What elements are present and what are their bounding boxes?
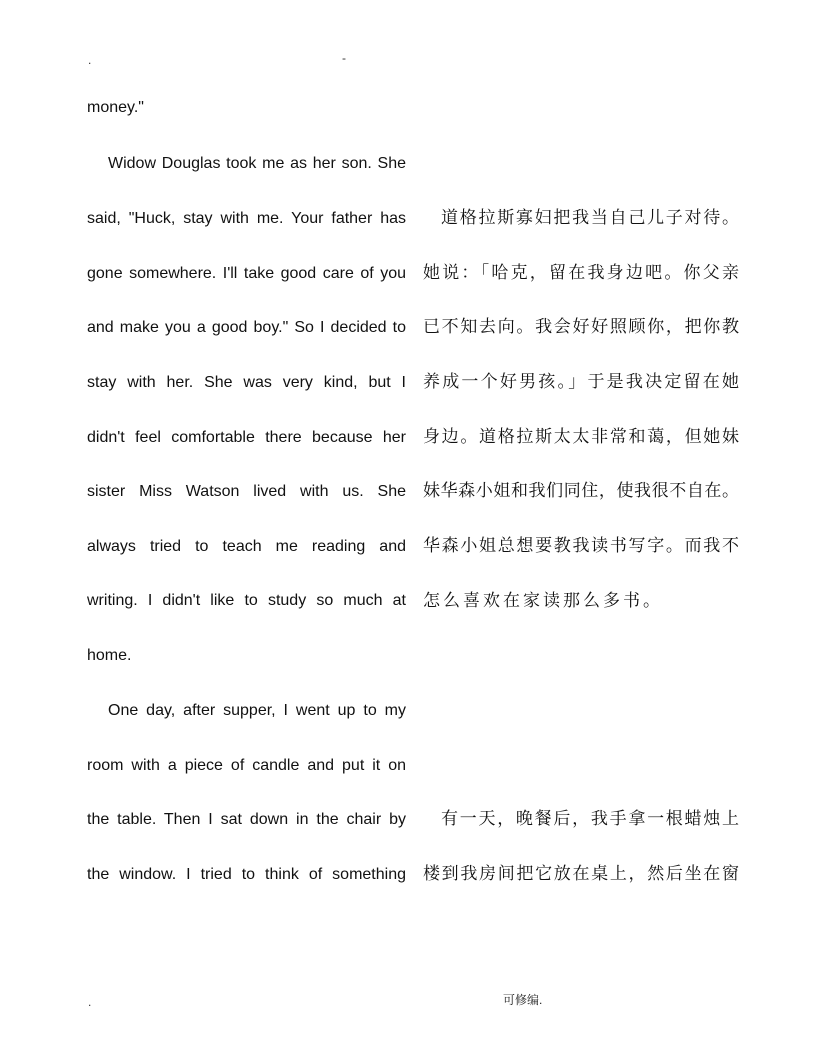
english-line: and make you a good boy." So I decided to	[87, 319, 406, 336]
english-line: writing. I didn't like to study so much at	[87, 592, 406, 609]
english-line: sister Miss Watson lived with us. She	[87, 483, 406, 500]
chinese-line: 养成一个好男孩。」于是我决定留在她	[423, 372, 739, 392]
english-line: gone somewhere. I'll take good care of you	[87, 265, 406, 282]
footer-text: 可修编.	[503, 993, 543, 1007]
english-line: said, "Huck, stay with me. Your father has	[87, 210, 406, 227]
english-line: the window. I tried to think of something	[87, 866, 406, 883]
chinese-line: 楼到我房间把它放在桌上，然后坐在窗	[423, 864, 739, 884]
chinese-line: 妹华森小姐和我们同住，使我很不自在。	[423, 481, 739, 501]
english-line: money."	[87, 99, 144, 116]
chinese-line: 身边。道格拉斯太太非常和蔼，但她妹	[423, 427, 739, 447]
english-line: One day, after supper, I went up to my	[108, 702, 406, 719]
english-line: the table. Then I sat down in the chair by	[87, 811, 406, 828]
chinese-line: 她说：「哈克，留在我身边吧。你父亲	[423, 263, 739, 283]
chinese-line: 有一天，晚餐后，我手拿一根蜡烛上	[441, 809, 739, 829]
english-line: always tried to teach me reading and	[87, 538, 406, 555]
english-line: Widow Douglas took me as her son. She	[108, 155, 406, 172]
chinese-line: 道格拉斯寡妇把我当自己儿子对待。	[441, 208, 739, 228]
footer-mark-left: .	[88, 995, 92, 1009]
english-line: didn't feel comfortable there because her	[87, 429, 406, 446]
chinese-line: 怎么喜欢在家读那么多书。	[423, 591, 663, 611]
header-mark-left: .	[88, 53, 92, 67]
english-line: stay with her. She was very kind, but I	[87, 374, 406, 391]
header-mark-right: -	[342, 51, 346, 65]
chinese-line: 华森小姐总想要教我读书写字。而我不	[423, 536, 739, 556]
english-line: home.	[87, 647, 132, 664]
chinese-line: 已不知去向。我会好好照顾你，把你教	[423, 317, 739, 337]
english-line: room with a piece of candle and put it on	[87, 757, 406, 774]
